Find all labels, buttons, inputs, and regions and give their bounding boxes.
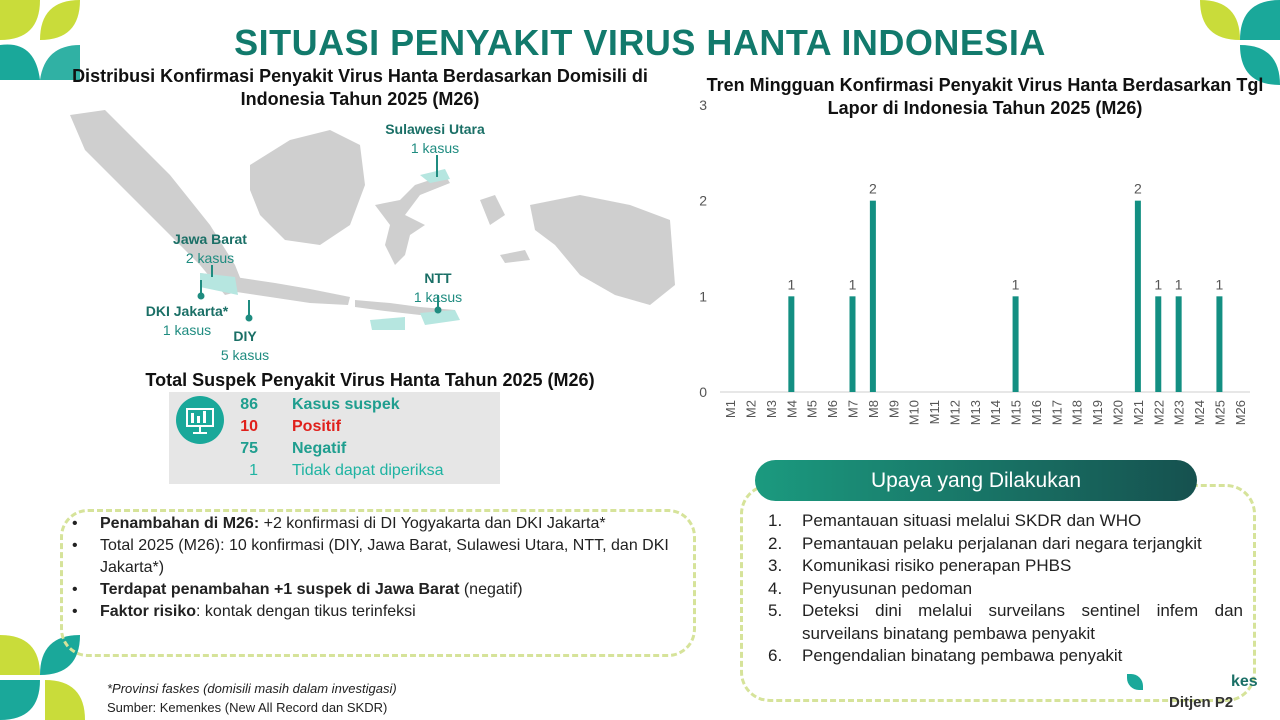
data-label-M23: 1 [1174,276,1183,293]
x-tick-label: M9 [886,400,902,419]
suspect-value: 75 [240,440,258,457]
data-label-M25: 1 [1215,276,1224,293]
suspect-label: Positif [292,418,341,435]
y-tick-label: 0 [699,384,707,400]
x-tick-label: M16 [1028,400,1044,426]
weekly-trend-chart [690,95,1270,455]
bar-M23 [1176,296,1182,392]
x-tick-label: M21 [1130,400,1146,426]
map-label-jawa-barat: Jawa Barat 2 kasus [173,231,247,266]
bar-M25 [1216,296,1222,392]
suspect-rows [218,394,498,482]
footnote-note: *Provinsi faskes (domisili masih dalam investigasi) [107,681,397,696]
bar-M15 [1013,296,1019,392]
bar-M7 [850,296,856,392]
x-tick-label: M13 [967,400,983,426]
key-point: • Faktor risiko: kontak dengan tikus terinfeksi [70,601,690,623]
x-tick-label: M10 [906,400,922,426]
x-tick-label: M22 [1151,400,1167,426]
suspect-value: 86 [240,396,258,413]
bar-M8 [870,201,876,392]
action-item: 1. Pemantauan situasi melalui SKDR dan WHO [768,511,1142,530]
x-tick-label: M1 [723,400,739,419]
action-item: 4. Penyusunan pedoman [768,578,973,598]
key-point: • Penambahan di M26: +2 konfirmasi di DI Yogyakarta dan DKI Jakarta* [70,513,690,535]
suspect-value: 10 [240,418,258,435]
x-tick-label: M11 [927,400,943,425]
key-point: • Terdapat penambahan +1 suspek di Jawa Barat (negatif) [70,579,690,601]
logo-text: Ditjen P2 [1169,694,1234,711]
footnote-source: Sumber: Kemenkes (New All Record dan SKDR) [107,700,388,715]
ditjen-logo [1125,672,1275,716]
x-tick-label: M24 [1192,400,1208,426]
map-label-ntt: NTT 1 kasus [413,270,463,305]
x-tick-label: M14 [988,400,1004,426]
bar-M22 [1155,296,1161,392]
bar-M4 [788,296,794,392]
data-label-M8: 2 [868,180,877,197]
x-tick-label: M4 [784,400,800,419]
map-title: Distribusi Konfirmasi Penyakit Virus Hanta Berdasarkan Domisili di Indonesia Tahun 2025 (M26) [72,66,648,109]
suspect-title: Total Suspek Penyakit Virus Hanta Tahun 2025 (M26) [145,370,595,390]
footnote [107,679,397,717]
action-item: 6. Pengendalian binatang pembawa penyakit [768,646,1123,665]
page-title: SITUASI PENYAKIT VIRUS HANTA INDONESIA [234,22,1046,63]
map-label-dki-jakarta: DKI Jakarta* 1 kasus [145,303,229,338]
x-tick-label: M19 [1090,400,1106,426]
x-tick-label: M15 [1008,400,1024,426]
x-tick-label: M25 [1212,400,1228,426]
x-tick-label: M8 [865,400,881,419]
logo-text-partial: kes [1231,673,1258,690]
x-tick-label: M2 [743,400,759,419]
x-tick-label: M3 [763,400,779,419]
actions-title: Upaya yang Dilakukan [755,460,1197,501]
map-label-sulawesi-utara: Sulawesi Utara 1 kasus [385,121,485,156]
x-tick-label: M26 [1232,400,1248,426]
y-tick-label: 2 [699,192,707,209]
bar-M21 [1135,201,1141,392]
data-label-M22: 1 [1154,276,1163,293]
data-label-M4: 1 [787,276,796,293]
x-tick-label: M7 [845,400,861,419]
x-tick-label: M5 [804,400,820,419]
suspect-label: Tidak dapat diperiksa [292,462,444,479]
data-label-M7: 1 [848,276,857,293]
x-tick-label: M18 [1069,400,1085,426]
key-point: • Total 2025 (M26): 10 konfirmasi (DIY, Jawa Barat, Sulawesi Utara, NTT, dan DKI Jakarta*) [70,535,690,579]
x-tick-label: M12 [947,400,963,426]
suspect-value: 1 [249,462,258,479]
data-label-M21: 2 [1133,180,1142,197]
suspect-label: Kasus suspek [292,396,400,413]
x-tick-label: M6 [825,400,841,419]
x-tick-label: M23 [1171,400,1187,426]
chart-title: Tren Mingguan Konfirmasi Penyakit Virus Hanta Berdasarkan Tgl Lapor di Indonesia Tahun 2025 (M26) [706,75,1264,118]
action-item: 3. Komunikasi risiko penerapan PHBS [768,556,1072,575]
action-item: 2. Pemantauan pelaku perjalanan dari negara terjangkit [768,533,1202,553]
x-tick-label: M20 [1110,400,1126,426]
action-item: 5. Deteksi dini melalui surveilans sentinel infem dan surveilans binatang pembawa penyakit [768,601,1243,643]
key-points-list [70,513,690,623]
suspect-label: Negatif [292,440,347,457]
y-tick-label: 3 [699,97,707,113]
map-label-diy: DIY 5 kasus [220,328,270,363]
y-tick-label: 1 [699,288,707,305]
data-label-M15: 1 [1011,276,1020,293]
x-tick-label: M17 [1049,400,1065,426]
actions-list [768,510,1243,668]
